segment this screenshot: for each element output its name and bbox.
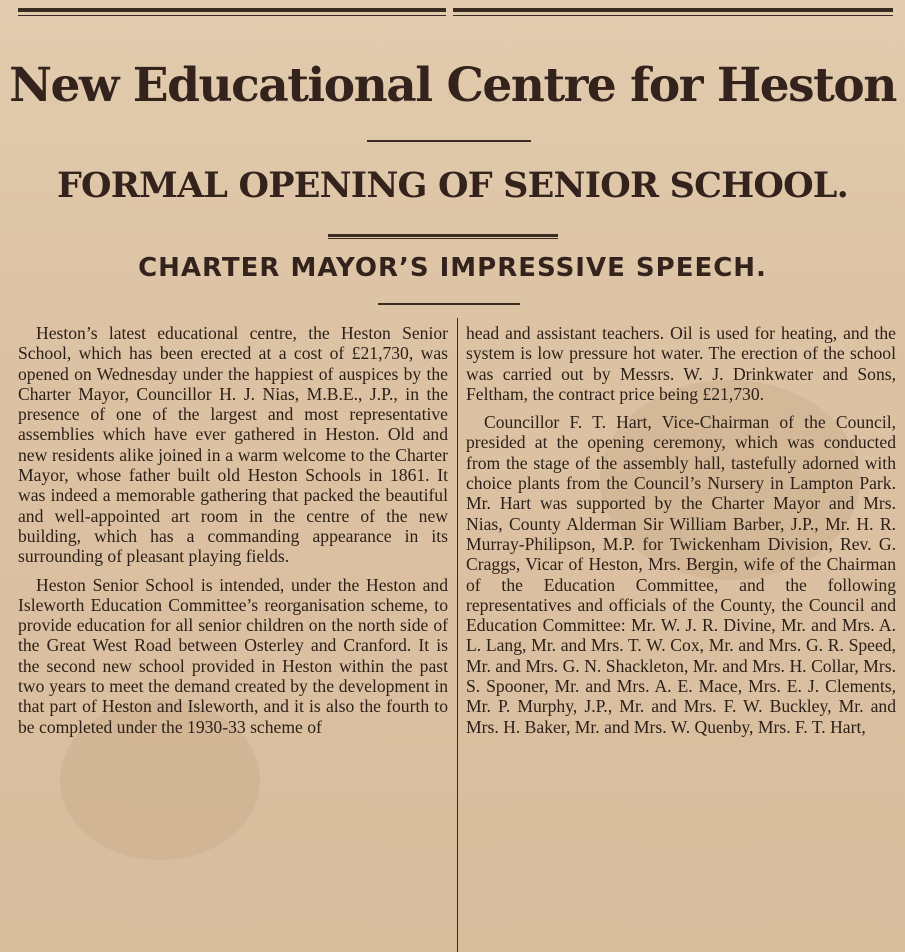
article-paragraph: head and assistant teachers. Oil is used for heating, and the system is low pressure hot water. The erection of the school was carried out by Messrs. W. J. Drinkwater and Sons, Feltham, the contract price being £21,730.: [466, 323, 896, 404]
top-rule-left: [18, 8, 446, 12]
article-paragraph: Heston Senior School is intended, under the Heston and Isleworth Education Committee’s reorganisation scheme, to provide education for all senior children on the north side of the Great West Road between Osterley and Cranford. It is the second new school provided in Heston within the past two years to meet the demand created by the development in that part of Heston and Isleworth, and it is also the fourth to be completed under the 1930-33 scheme of: [18, 574, 448, 737]
top-rule-right: [453, 8, 893, 12]
headline: New Educational Centre for Heston: [9, 58, 896, 113]
subheadline-rule: [328, 234, 558, 237]
top-rule-left-thin: [18, 15, 446, 16]
subheadline: FORMAL OPENING OF SENIOR SCHOOL.: [56, 165, 848, 206]
deck-rule: [378, 303, 520, 305]
deck-heading: CHARTER MAYOR’S IMPRESSIVE SPEECH.: [138, 253, 767, 283]
top-rule-right-thin: [453, 15, 893, 16]
subheadline-rule-thin: [328, 238, 558, 239]
headline-rule: [367, 140, 531, 142]
article-paragraph: Heston’s latest educational centre, the Heston Senior School, which has been erected at a cost of £21,730, was opened on Wednesday under the happiest of auspices by the Charter Mayor, Councillor H. J. Nias, M.B.E., J.P., in the presence of one of the largest and most representative assemblies which have ever gathered in Heston. Old and new residents alike joined in a warm welcome to the Charter Mayor, whose father built old Heston Schools in 1861. It was indeed a memorable gathering that packed the beautiful and well-appointed art room in the centre of the new building, which has a commanding appearance in its surrounding of pleasant playing fields.: [18, 323, 448, 567]
article-column-right: [466, 323, 896, 745]
article-column-left: [18, 323, 448, 745]
article-paragraph: Councillor F. T. Hart, Vice-Chairman of the Council, presided at the opening ceremony, which was conducted from the stage of the assembly hall, tastefully adorned with choice plants from the Council’s Nursery in Lampton Park. Mr. Hart was supported by the Charter Mayor and Mrs. Nias, County Alderman Sir William Barber, J.P., Mr. H. R. Murray-Philipson, M.P. for Twickenham Division, Rev. G. Craggs, Vicar of Heston, Mrs. Bergin, wife of the Chairman of the Education Committee, and the following representatives and officials of the County, the Council and Education Committee: Mr. W. J. R. Divine, Mr. and Mrs. A. L. Lang, Mr. and Mrs. T. W. Cox, Mr. and Mrs. G. R. Speed, Mr. and Mrs. G. N. Shackleton, Mr. and Mrs. H. Collar, Mrs. S. Spooner, Mr. and Mrs. A. E. Mace, Mrs. E. J. Clements, Mr. P. Murphy, J.P., Mr. and Mrs. F. W. Buckley, Mr. and Mrs. H. Baker, Mr. and Mrs. W. Quenby, Mrs. F. T. Hart,: [466, 412, 896, 737]
column-divider: [457, 318, 458, 952]
